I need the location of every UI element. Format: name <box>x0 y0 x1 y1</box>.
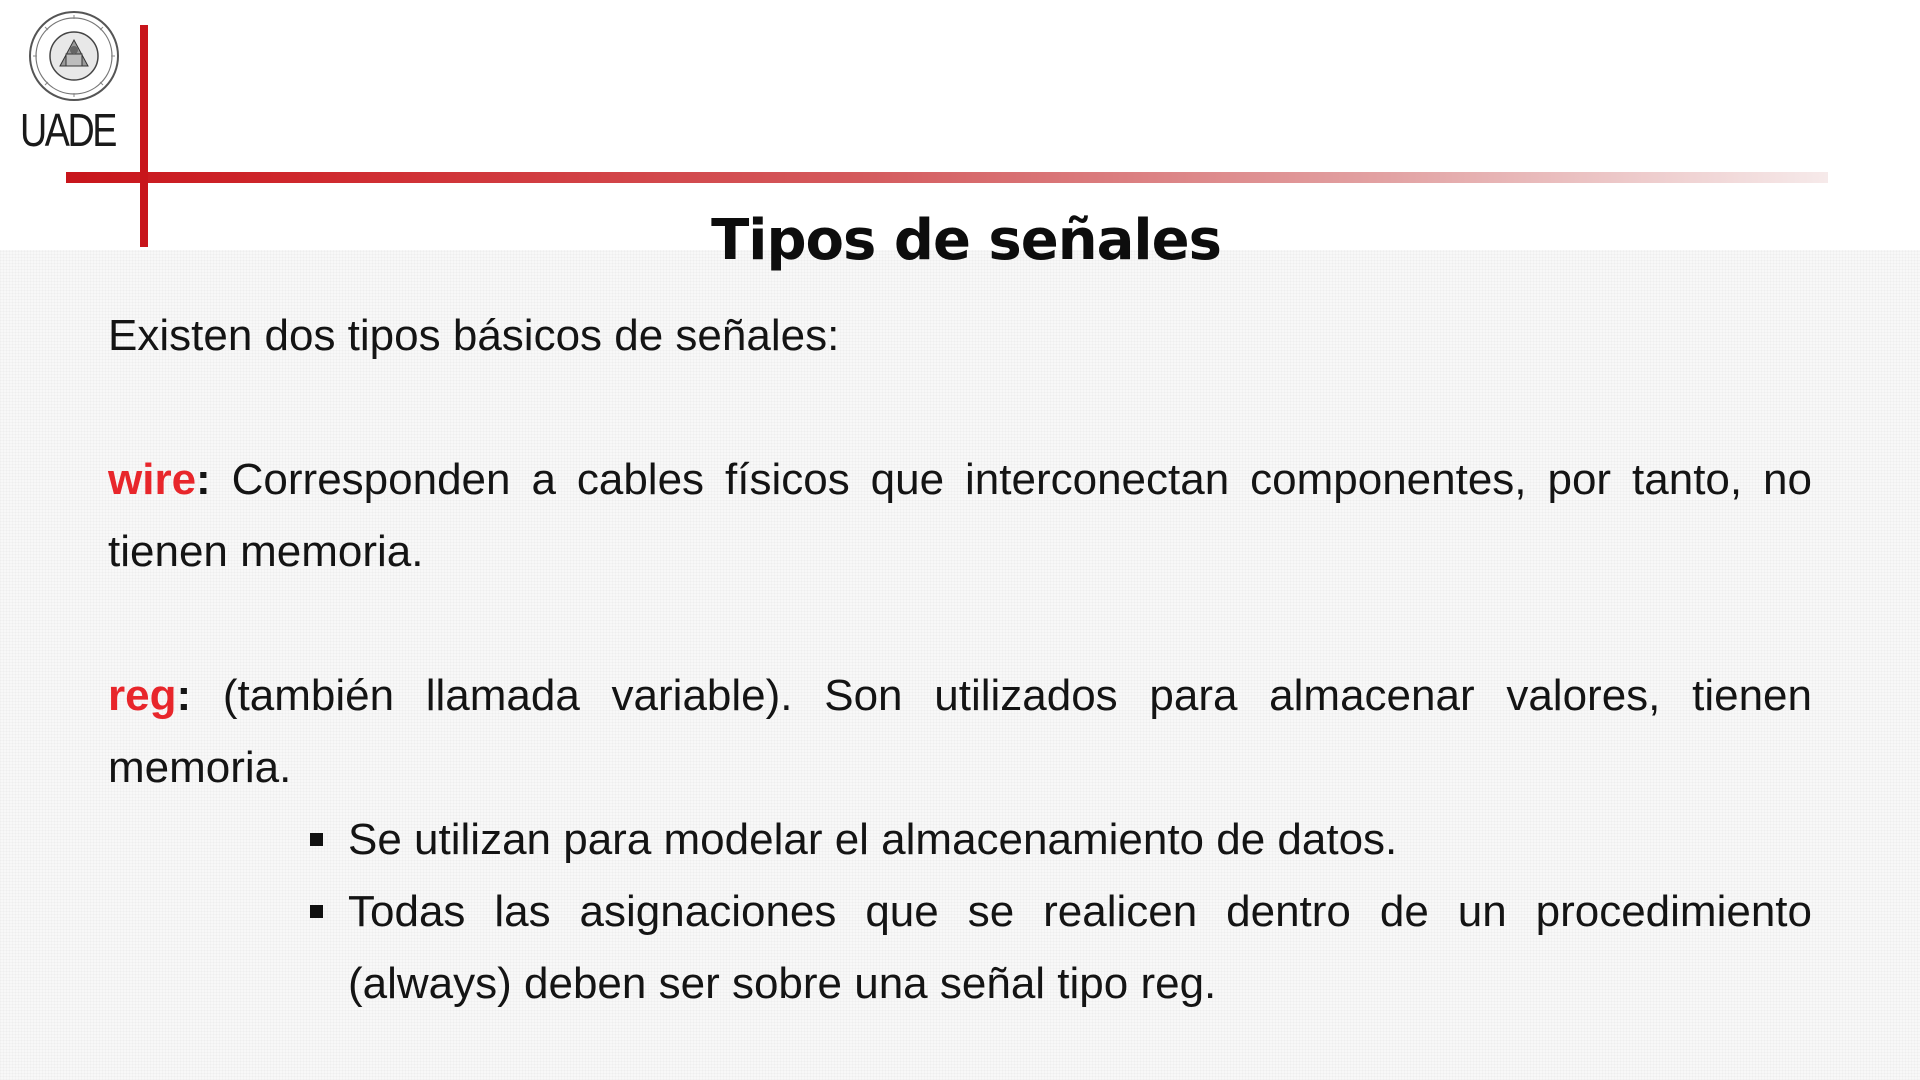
reg-colon: : <box>176 671 192 720</box>
wire-description: Corresponden a cables físicos que interconectan componentes, por tanto, no tienen memoria. <box>108 455 1812 576</box>
accent-line-horizontal <box>66 172 1828 183</box>
wire-definition <box>108 444 1812 588</box>
logo-text: UADE <box>20 104 115 156</box>
bullet-text: Se utilizan para modelar el almacenamiento de datos. <box>348 815 1398 864</box>
spacer <box>108 588 1812 660</box>
slide-content <box>108 300 1812 1020</box>
square-bullet-icon <box>310 905 323 918</box>
reg-bullet-list <box>310 804 1812 1020</box>
slide-title: Tipos de señales <box>711 208 1221 273</box>
wire-colon: : <box>196 455 211 504</box>
spacer <box>108 372 1812 444</box>
intro-text: Existen dos tipos básicos de señales: <box>108 311 840 360</box>
list-item <box>310 876 1812 1020</box>
bullet-text: Todas las asignaciones que se realicen dentro de un procedimiento (always) deben ser sobre una señal tipo reg. <box>348 887 1812 1008</box>
wire-keyword: wire <box>108 455 197 504</box>
reg-keyword: reg <box>108 671 177 720</box>
uade-logo <box>14 8 134 156</box>
reg-description: (también llamada variable). Son utilizados para almacenar valores, tienen memoria. <box>108 671 1812 792</box>
square-bullet-icon <box>310 833 323 846</box>
reg-definition <box>108 660 1812 804</box>
list-item <box>310 804 1812 876</box>
university-seal-icon <box>28 10 120 102</box>
